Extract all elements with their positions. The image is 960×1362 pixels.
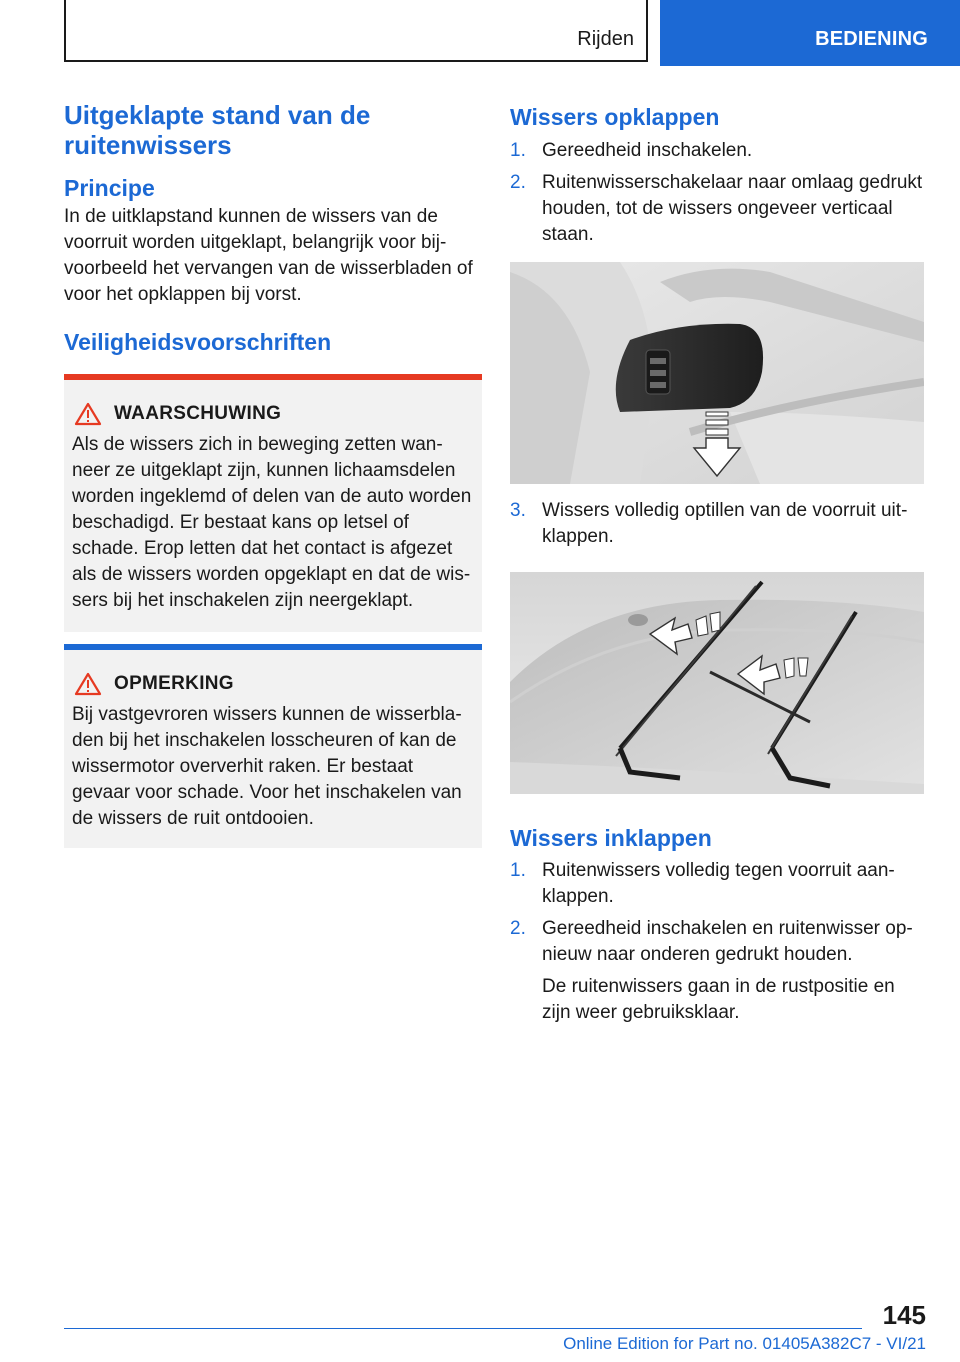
left-column: [64, 100, 482, 848]
header-section-label: Rijden: [577, 28, 634, 50]
notice-text: Bij vastgevroren wissers kunnen de wisserbladen bij het inschakelen losscheuren of kan de wissermotor oververhit raken. Er bestaat gevaar voor schade. Voor het inschakelen van de wissers de ruit ontdooien.: [72, 704, 462, 829]
opklappen-step-3: [510, 498, 926, 550]
principe-heading: Principe: [64, 175, 155, 201]
step-number: 1.: [510, 860, 526, 881]
inklappen-heading: Wissers inklappen: [510, 825, 712, 851]
step-number: 3.: [510, 500, 526, 521]
warning-box: [64, 374, 482, 632]
inklappen-steps: [510, 858, 926, 1026]
step-number: 2.: [510, 918, 526, 939]
opklappen-steps: [510, 138, 926, 248]
notice-title: OPMERKING: [114, 673, 234, 694]
figure-wipers-folded-out: [510, 572, 924, 794]
step-text: Ruitenwissers volledig tegen voorruit aanklappen.: [542, 860, 895, 907]
list-item: [510, 170, 926, 248]
warning-title: WAARSCHUWING: [114, 403, 282, 424]
step-number: 1.: [510, 140, 526, 161]
warning-triangle-icon: [74, 672, 102, 696]
page-number: 145: [882, 1300, 926, 1330]
right-column: [510, 100, 926, 1026]
header-section-tab: [64, 0, 648, 62]
principe-text: In de uitklapstand kunnen de wissers van de voorruit worden uitgeklapt, belangrijk voor bijvoorbeeld het vervangen van de wisserbladen of voor het opklappen bij vorst.: [64, 206, 473, 305]
footer-edition: Online Edition for Part no. 01405A382C7 - VI/21: [563, 1334, 926, 1353]
step-text: Gereedheid inschakelen.: [542, 140, 753, 161]
warning-triangle-icon: [74, 402, 102, 426]
notice-title-row: [74, 672, 474, 696]
opklappen-heading: Wissers opklappen: [510, 104, 720, 130]
footer-divider: [64, 1328, 862, 1329]
safety-heading: Veiligheidsvoorschriften: [64, 329, 332, 355]
list-item: [510, 858, 926, 910]
step-note: De ruitenwissers gaan in de rustpositie en zijn weer gebruiksklaar.: [542, 976, 895, 1023]
list-item: [510, 498, 926, 550]
warning-title-row: [74, 402, 474, 426]
step-number: 2.: [510, 172, 526, 193]
wipers-illustration: [510, 572, 924, 794]
warning-text: Als de wissers zich in beweging zetten wanneer ze uitgeklapt zijn, kunnen lichaamsdelen worden ingeklemd of delen van de auto worden beschadigd. Er bestaat kans op letsel of schade. Erop letten dat het contact is afgezet als de wissers worden opgeklapt en dat de wissers bij het inschakelen zijn neergeklapt.: [72, 434, 472, 611]
step-text: Wissers volledig optillen van de voorruit uitklappen.: [542, 500, 908, 547]
page-title: Uitgeklapte stand van de ruitenwissers: [64, 100, 371, 160]
list-item: [510, 916, 926, 1026]
step-text: Gereedheid inschakelen en ruitenwisser opnieuw naar onderen gedrukt houden.: [542, 918, 913, 965]
wiper-stalk-illustration: [510, 262, 924, 484]
header-chapter-tab: [660, 0, 960, 66]
figure-wiper-stalk: [510, 262, 924, 484]
list-item: [510, 138, 926, 164]
header-chapter-label: BEDIENING: [815, 28, 928, 50]
notice-box: [64, 644, 482, 848]
step-text: Ruitenwisserschakelaar naar omlaag gedrukt houden, tot de wissers ongeveer verticaal staan.: [542, 172, 923, 245]
